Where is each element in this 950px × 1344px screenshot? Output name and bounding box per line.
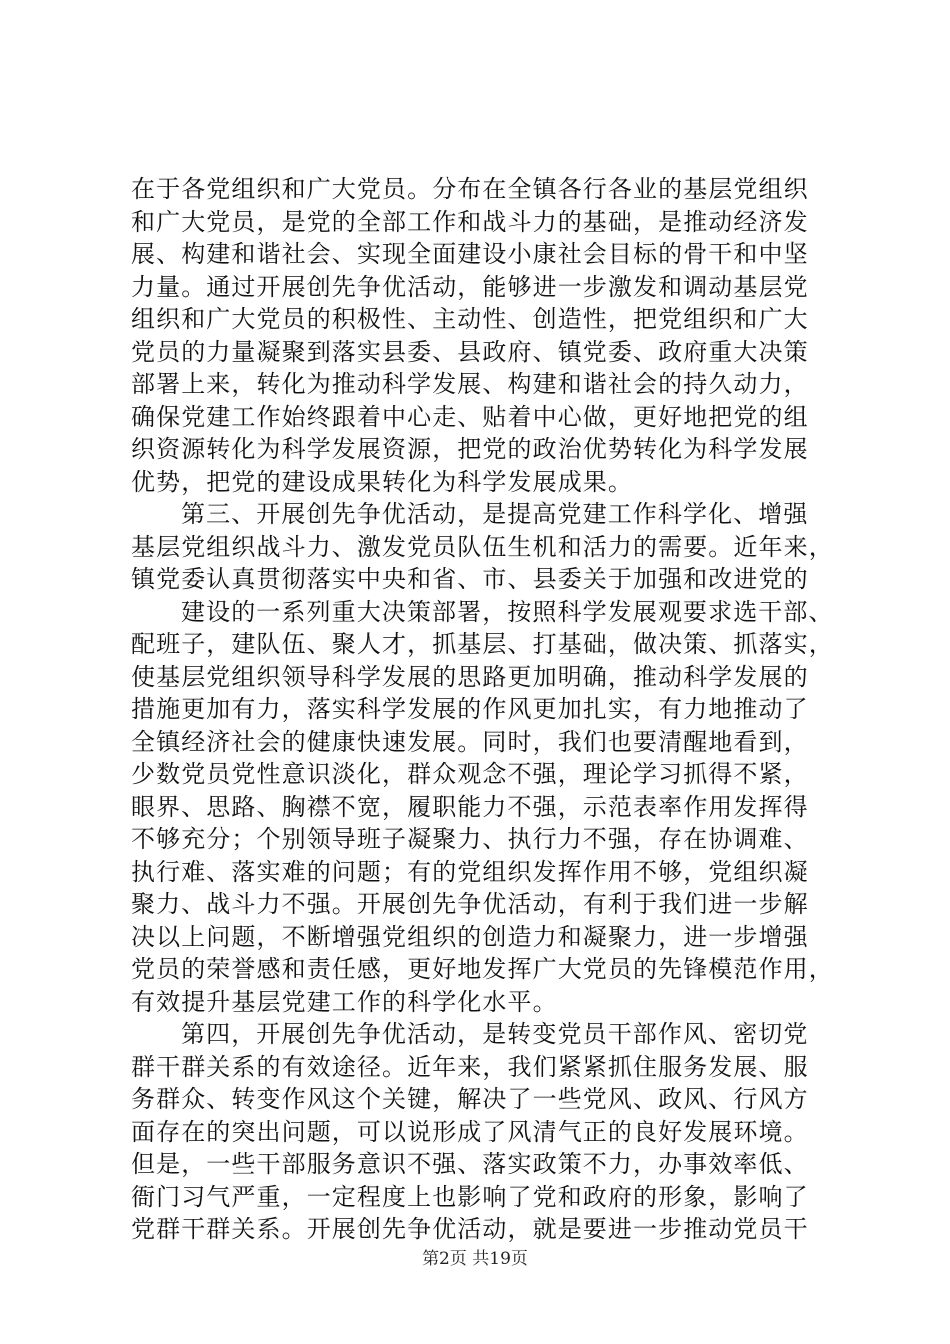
- paragraph-start-line: 建设的一系列重大决策部署，按照科学发展观要求选干部、: [181, 597, 834, 626]
- text-line: 党员的力量凝聚到落实县委、县政府、镇党委、政府重大决策: [131, 337, 809, 366]
- text-line: 不够充分；个别领导班子凝聚力、执行力不强，存在协调难、: [131, 825, 809, 853]
- text-line: 党群干群关系。开展创先争优活动，就是要进一步推动党员干: [131, 1215, 809, 1243]
- page-number-footer: 第2页 共19页: [422, 1249, 528, 1269]
- text-line: 聚力、战斗力不强。开展创先争优活动，有利于我们进一步解: [131, 890, 809, 918]
- text-line: 织资源转化为科学发展资源，把党的政治优势转化为科学发展: [131, 435, 809, 463]
- text-line: 使基层党组织领导科学发展的思路更加明确，推动科学发展的: [131, 662, 809, 691]
- text-line: 确保党建工作始终跟着中心走、贴着中心做，更好地把党的组: [131, 402, 809, 431]
- text-line: 在于各党组织和广大党员。分布在全镇各行各业的基层党组织: [131, 175, 809, 203]
- text-line: 全镇经济社会的健康快速发展。同时，我们也要清醒地看到，: [131, 727, 809, 756]
- paragraph-start-line: 第三、开展创先争优活动，是提高党建工作科学化、增强: [181, 500, 809, 528]
- text-line: 镇党委认真贯彻落实中央和省、市、县委关于加强和改进党的: [131, 565, 809, 593]
- text-line: 党员的荣誉感和责任感，更好地发挥广大党员的先锋模范作用，: [131, 955, 834, 983]
- text-line: 部署上来，转化为推动科学发展、构建和谐社会的持久动力，: [131, 370, 809, 398]
- text-line: 务群众、转变作风这个关键，解决了一些党风、政风、行风方: [131, 1085, 809, 1113]
- text-line: 组织和广大党员的积极性、主动性、创造性，把党组织和广大: [131, 305, 809, 333]
- text-line: 措施更加有力，落实科学发展的作风更加扎实，有力地推动了: [131, 695, 809, 723]
- paragraph-start-line: 第四，开展创先争优活动，是转变党员干部作风、密切党: [181, 1020, 809, 1048]
- text-line: 衙门习气严重，一定程度上也影响了党和政府的形象，影响了: [131, 1182, 809, 1211]
- text-line: 群干群关系的有效途径。近年来，我们紧紧抓住服务发展、服: [131, 1052, 809, 1081]
- text-line: 展、构建和谐社会、实现全面建设小康社会目标的骨干和中坚: [131, 240, 809, 268]
- text-line: 少数党员党性意识淡化，群众观念不强，理论学习抓得不紧，: [131, 760, 809, 788]
- text-line: 优势，把党的建设成果转化为科学发展成果。: [131, 467, 633, 496]
- text-line: 眼界、思路、胸襟不宽，履职能力不强，示范表率作用发挥得: [131, 792, 809, 821]
- text-line: 配班子，建队伍、聚人才，抓基层、打基础，做决策、抓落实，: [131, 630, 834, 658]
- text-line: 力量。通过开展创先争优活动，能够进一步激发和调动基层党: [131, 272, 809, 301]
- text-line: 和广大党员，是党的全部工作和战斗力的基础，是推动经济发: [131, 207, 809, 236]
- text-line: 面存在的突出问题，可以说形成了风清气正的良好发展环境。: [131, 1117, 809, 1146]
- text-line: 基层党组织战斗力、激发党员队伍生机和活力的需要。近年来，: [131, 532, 834, 561]
- text-line: 决以上问题，不断增强党组织的创造力和凝聚力，进一步增强: [131, 922, 809, 951]
- text-line: 执行难、落实难的问题；有的党组织发挥作用不够，党组织凝: [131, 857, 809, 886]
- text-line: 但是，一些干部服务意识不强、落实政策不力，办事效率低、: [131, 1150, 809, 1178]
- document-body: [131, 173, 834, 1246]
- text-line: 有效提升基层党建工作的科学化水平。: [131, 987, 558, 1016]
